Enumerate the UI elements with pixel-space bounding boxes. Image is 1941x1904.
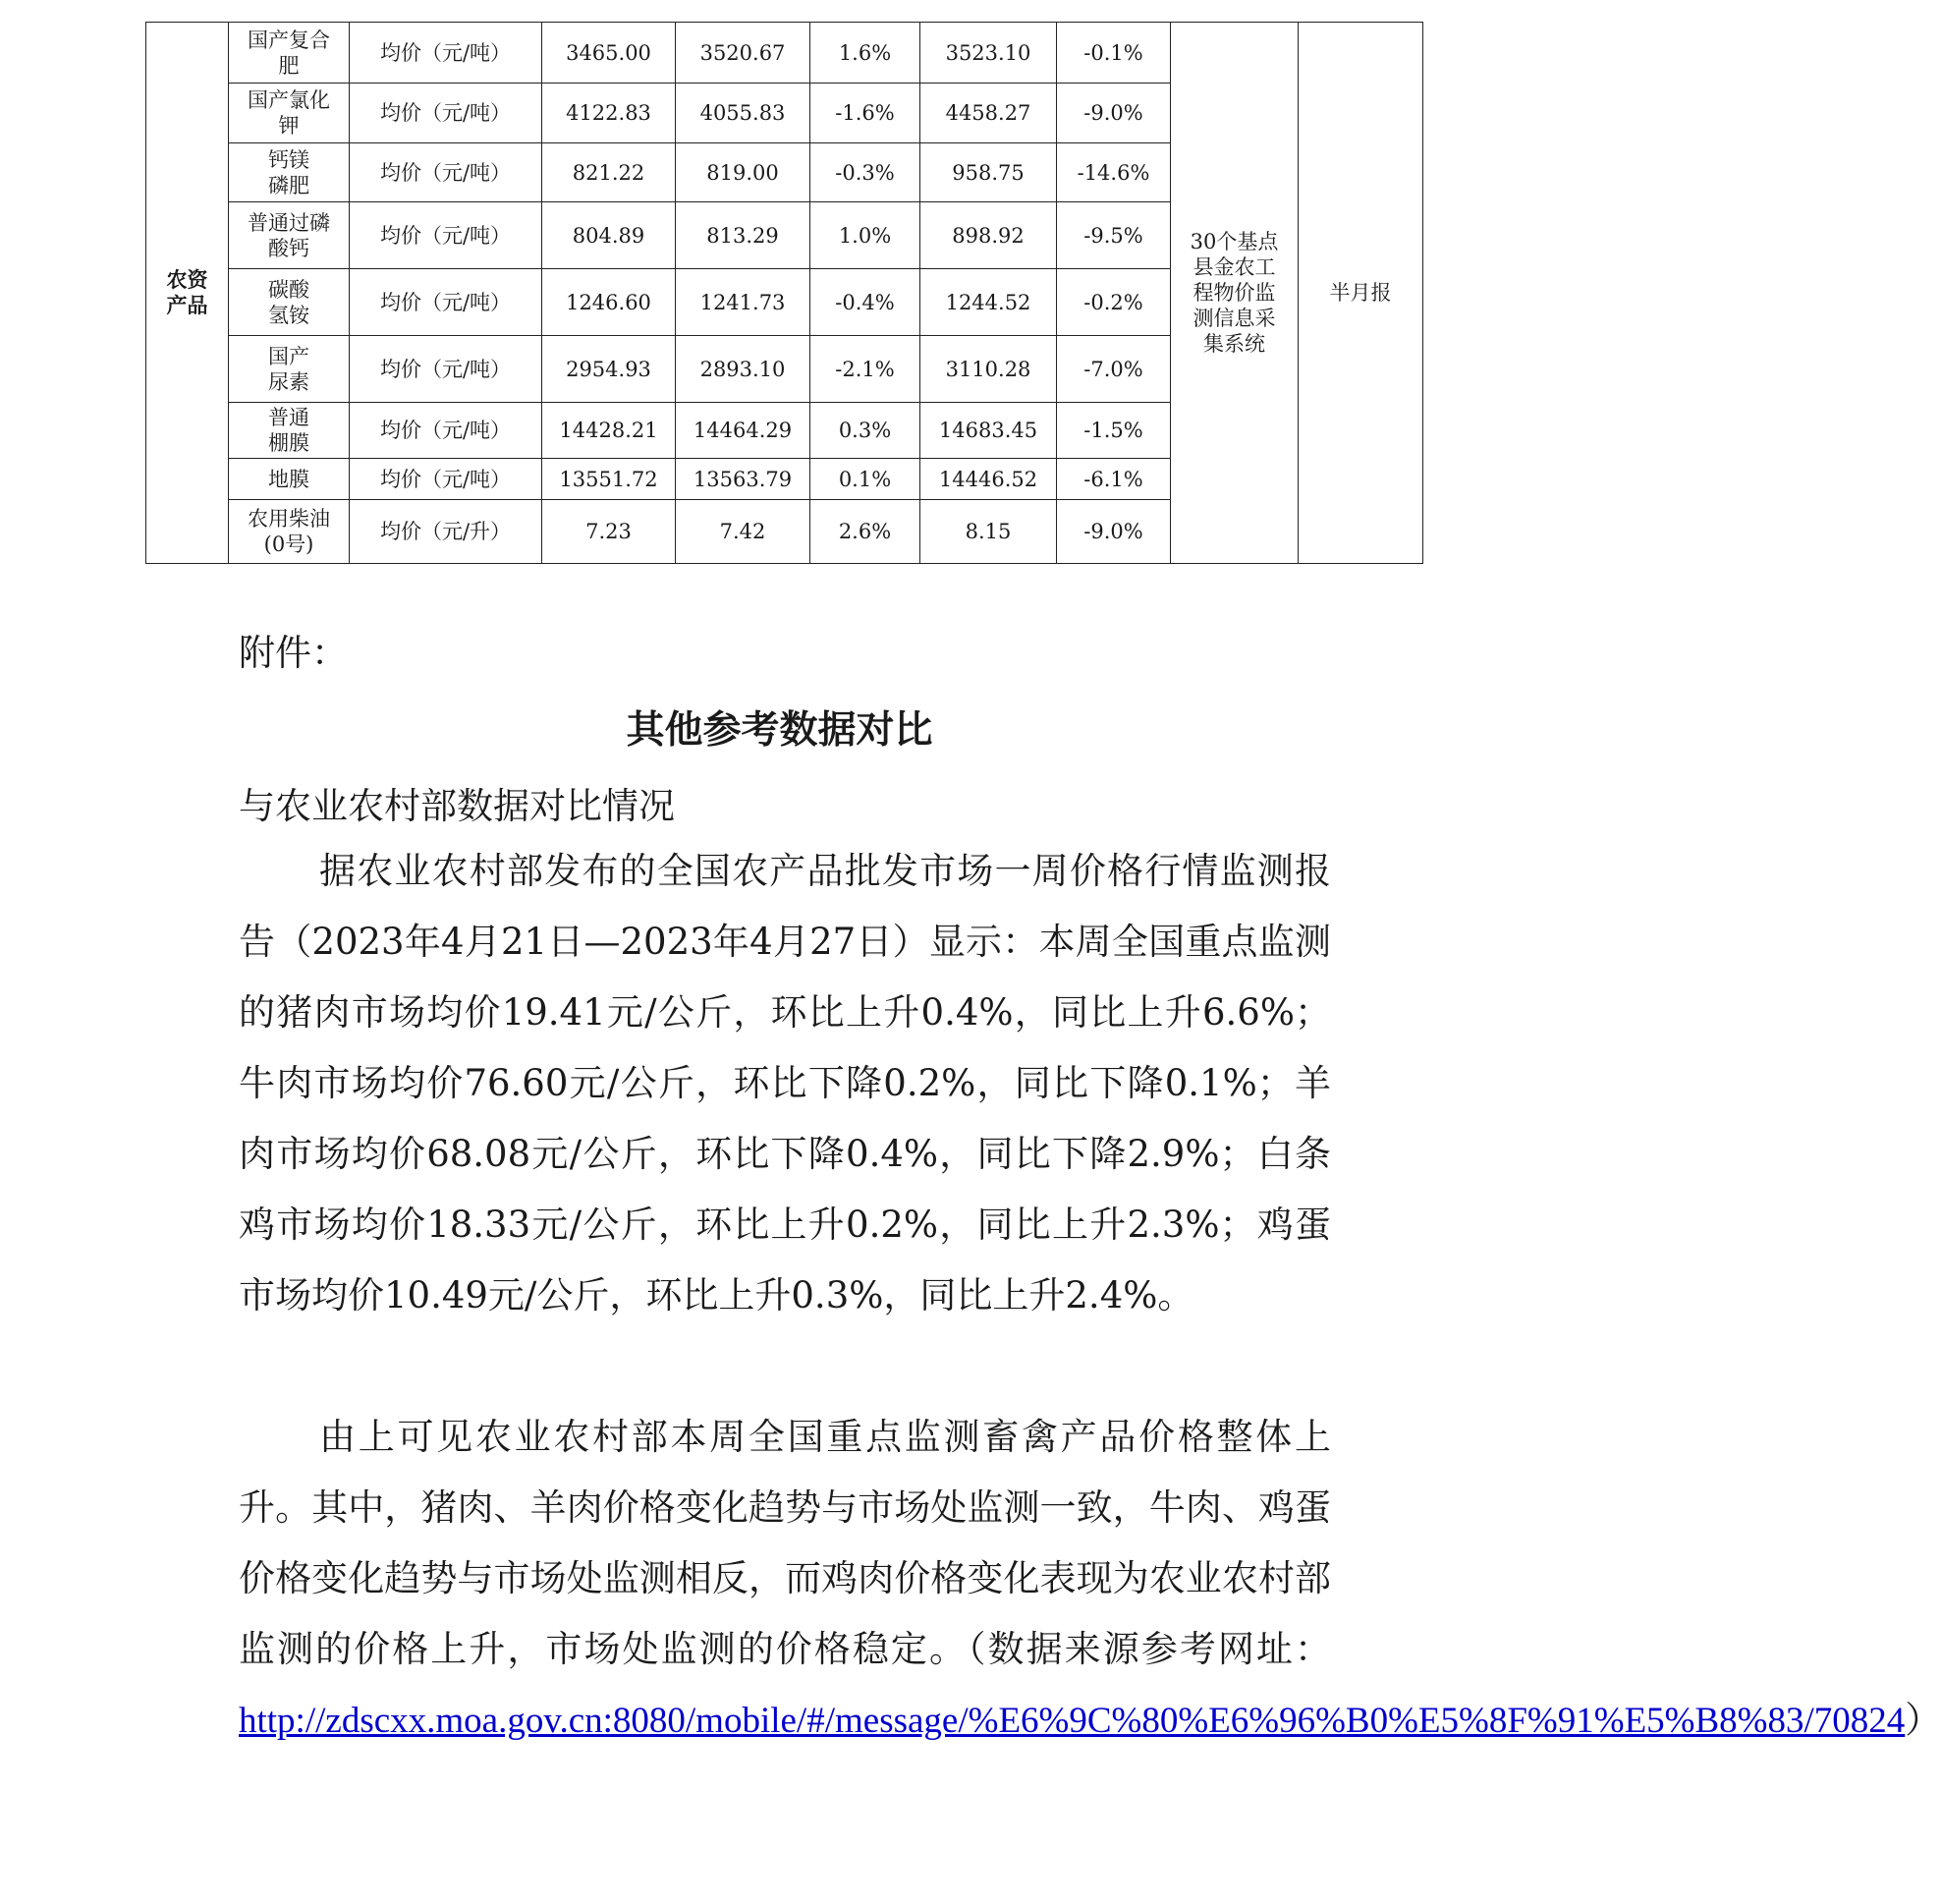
value-cell: 4055.83 <box>676 84 810 143</box>
change-cell: -9.0% <box>1057 500 1171 564</box>
item-cell: 钙镁磷肥 <box>229 143 350 202</box>
value-cell: 898.92 <box>920 202 1057 269</box>
value-cell: 821.22 <box>542 143 676 202</box>
item-cell: 农用柴油(0号) <box>229 500 350 564</box>
value-cell: 4122.83 <box>542 84 676 143</box>
paragraph-moa-report: 据农业农村部发布的全国农产品批发市场一周价格行情监测报告（2023年4月21日—2023年4月27日）显示：本周全国重点监测的猪肉市场均价19.41元/公斤，环比上升0.4%，同比上升6.6%；牛肉市场均价76.60元/公斤，环比下降0.2%，同比下降0.1%；羊肉市场均价68.08元/公斤，环比下降0.4%，同比下降2.9%；白条鸡市场均价18.33元/公斤，环比上升0.2%，同比上升2.3%；鸡蛋市场均价10.49元/公斤，环比上升0.3%，同比上升2.4%。 <box>239 850 1331 1316</box>
paragraph-closing-paren: ） <box>1905 1699 1941 1741</box>
page-title: 其他参考数据对比 <box>626 708 933 753</box>
table-row <box>146 23 1423 84</box>
value-cell: 8.15 <box>920 500 1057 564</box>
paragraph-conclusion-text: 由上可见农业农村部本周全国重点监测畜禽产品价格整体上升。其中，猪肉、羊肉价格变化趋势与市场处监测一致，牛肉、鸡蛋价格变化趋势与市场处监测相反，而鸡肉价格变化表现为农业农村部监测的价格上升，市场处监测的价格稳定。（数据来源参考网址： <box>239 1416 1331 1670</box>
item-cell: 普通过磷酸钙 <box>229 202 350 269</box>
change-cell: -0.1% <box>1057 23 1171 84</box>
frequency-cell: 半月报 <box>1299 23 1423 564</box>
unit-cell: 均价（元/吨） <box>350 143 542 202</box>
change-cell: -0.4% <box>810 269 920 336</box>
section-subtitle: 与农业农村部数据对比情况 <box>239 785 675 827</box>
unit-cell: 均价（元/吨） <box>350 202 542 269</box>
attachment-label: 附件： <box>239 632 348 674</box>
unit-cell: 均价（元/吨） <box>350 403 542 459</box>
item-cell: 国产氯化钾 <box>229 84 350 143</box>
value-cell: 14683.45 <box>920 403 1057 459</box>
item-cell: 国产复合肥 <box>229 23 350 84</box>
change-cell: -1.5% <box>1057 403 1171 459</box>
change-cell: -0.2% <box>1057 269 1171 336</box>
change-cell: 0.3% <box>810 403 920 459</box>
unit-cell: 均价（元/吨） <box>350 459 542 500</box>
value-cell: 958.75 <box>920 143 1057 202</box>
value-cell: 3110.28 <box>920 336 1057 403</box>
change-cell: -1.6% <box>810 84 920 143</box>
value-cell: 813.29 <box>676 202 810 269</box>
value-cell: 1241.73 <box>676 269 810 336</box>
item-cell: 碳酸氢铵 <box>229 269 350 336</box>
source-link[interactable]: http://zdscxx.moa.gov.cn:8080/mobile/#/message/%E6%9C%80%E6%96%B0%E5%8F%91%E5%B8%83/70824 <box>239 1701 1906 1741</box>
item-cell: 国产尿素 <box>229 336 350 403</box>
value-cell: 1244.52 <box>920 269 1057 336</box>
change-cell: -9.0% <box>1057 84 1171 143</box>
category-cell: 农资产品 <box>146 23 229 564</box>
value-cell: 3520.67 <box>676 23 810 84</box>
change-cell: 0.1% <box>810 459 920 500</box>
change-cell: -14.6% <box>1057 143 1171 202</box>
change-cell: 1.0% <box>810 202 920 269</box>
change-cell: -0.3% <box>810 143 920 202</box>
value-cell: 13563.79 <box>676 459 810 500</box>
value-cell: 1246.60 <box>542 269 676 336</box>
source-cell: 30个基点县金农工程物价监测信息采集系统 <box>1171 23 1299 564</box>
value-cell: 14464.29 <box>676 403 810 459</box>
item-cell: 地膜 <box>229 459 350 500</box>
unit-cell: 均价（元/升） <box>350 500 542 564</box>
paragraph-conclusion <box>239 1402 1941 1757</box>
value-cell: 3523.10 <box>920 23 1057 84</box>
value-cell: 2954.93 <box>542 336 676 403</box>
value-cell: 804.89 <box>542 202 676 269</box>
unit-cell: 均价（元/吨） <box>350 336 542 403</box>
value-cell: 14428.21 <box>542 403 676 459</box>
change-cell: -9.5% <box>1057 202 1171 269</box>
value-cell: 14446.52 <box>920 459 1057 500</box>
value-cell: 7.42 <box>676 500 810 564</box>
value-cell: 7.23 <box>542 500 676 564</box>
price-table <box>145 22 1423 564</box>
value-cell: 2893.10 <box>676 336 810 403</box>
unit-cell: 均价（元/吨） <box>350 84 542 143</box>
change-cell: -7.0% <box>1057 336 1171 403</box>
unit-cell: 均价（元/吨） <box>350 269 542 336</box>
unit-cell: 均价（元/吨） <box>350 23 542 84</box>
item-cell: 普通棚膜 <box>229 403 350 459</box>
value-cell: 3465.00 <box>542 23 676 84</box>
change-cell: -6.1% <box>1057 459 1171 500</box>
change-cell: 2.6% <box>810 500 920 564</box>
value-cell: 4458.27 <box>920 84 1057 143</box>
value-cell: 13551.72 <box>542 459 676 500</box>
change-cell: -2.1% <box>810 336 920 403</box>
value-cell: 819.00 <box>676 143 810 202</box>
change-cell: 1.6% <box>810 23 920 84</box>
